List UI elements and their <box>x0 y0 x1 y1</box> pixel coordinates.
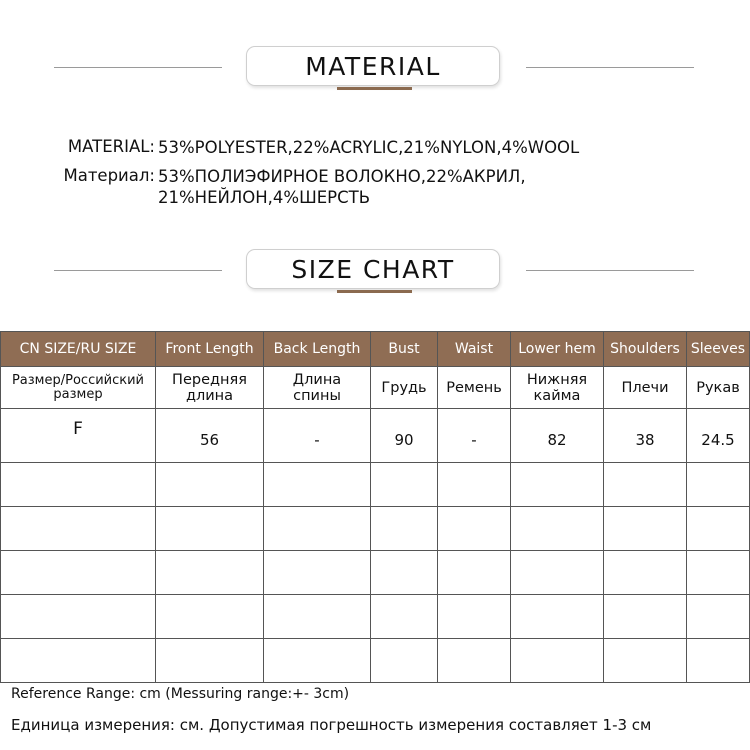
table-cell: 82 <box>511 409 604 463</box>
empty-table-row <box>1 507 750 551</box>
empty-table-row <box>1 639 750 683</box>
material-ru-value-line1: 53%ПОЛИЭФИРНОЕ ВОЛОКНО,22%АКРИЛ, <box>158 167 526 186</box>
empty-table-row <box>1 595 750 639</box>
column-header: Sleeves <box>687 332 750 367</box>
empty-table-row <box>1 551 750 595</box>
table-header-row-en <box>1 332 750 367</box>
column-header-ru: Передняя длина <box>156 367 264 409</box>
column-header: Shoulders <box>604 332 687 367</box>
table-cell: - <box>264 409 371 463</box>
title-underline <box>337 290 412 293</box>
column-header: Bust <box>371 332 438 367</box>
measurement-note-ru: Единица измерения: см. Допустимая погрешность измерения составляет 1-3 см <box>11 716 652 734</box>
column-header-ru: Длина спины <box>264 367 371 409</box>
material-en-label: MATERIAL: <box>67 137 155 156</box>
table-cell: 56 <box>156 409 264 463</box>
empty-table-row <box>1 463 750 507</box>
column-header: CN SIZE/RU SIZE <box>1 332 156 367</box>
column-header: Back Length <box>264 332 371 367</box>
column-header-ru: Грудь <box>371 367 438 409</box>
divider-line-right <box>526 270 694 271</box>
column-header: Lower hem <box>511 332 604 367</box>
column-header-ru: Рукав <box>687 367 750 409</box>
reference-range-note: Reference Range: cm (Messuring range:+- 3cm) <box>11 686 350 702</box>
size-chart-title: SIZE CHART <box>246 249 500 289</box>
divider-line-right <box>526 67 694 68</box>
divider-line-left <box>54 270 222 271</box>
material-en-value: 53%POLYESTER,22%ACRYLIC,21%NYLON,4%WOOL <box>158 138 580 157</box>
table-cell-size: F <box>1 409 156 463</box>
material-section-header <box>0 46 750 90</box>
column-header: Waist <box>438 332 511 367</box>
table-row <box>1 409 750 463</box>
material-title: MATERIAL <box>246 46 500 86</box>
table-header-row-ru <box>1 367 750 409</box>
material-ru-label: Материал: <box>63 166 155 185</box>
divider-line-left <box>54 67 222 68</box>
material-ru-value-line2: 21%НЕЙЛОН,4%ШЕРСТЬ <box>158 188 371 207</box>
table-cell: 90 <box>371 409 438 463</box>
table-cell: 38 <box>604 409 687 463</box>
size-chart-table <box>0 331 750 683</box>
material-ru-value <box>158 166 526 208</box>
table-cell: - <box>438 409 511 463</box>
column-header-ru: Размер/Российский размер <box>1 367 156 409</box>
column-header-ru: Плечи <box>604 367 687 409</box>
title-underline <box>337 87 412 90</box>
column-header-ru: Нижняя кайма <box>511 367 604 409</box>
table-cell: 24.5 <box>687 409 750 463</box>
column-header: Front Length <box>156 332 264 367</box>
column-header-ru: Ремень <box>438 367 511 409</box>
size-chart-section-header <box>0 249 750 293</box>
